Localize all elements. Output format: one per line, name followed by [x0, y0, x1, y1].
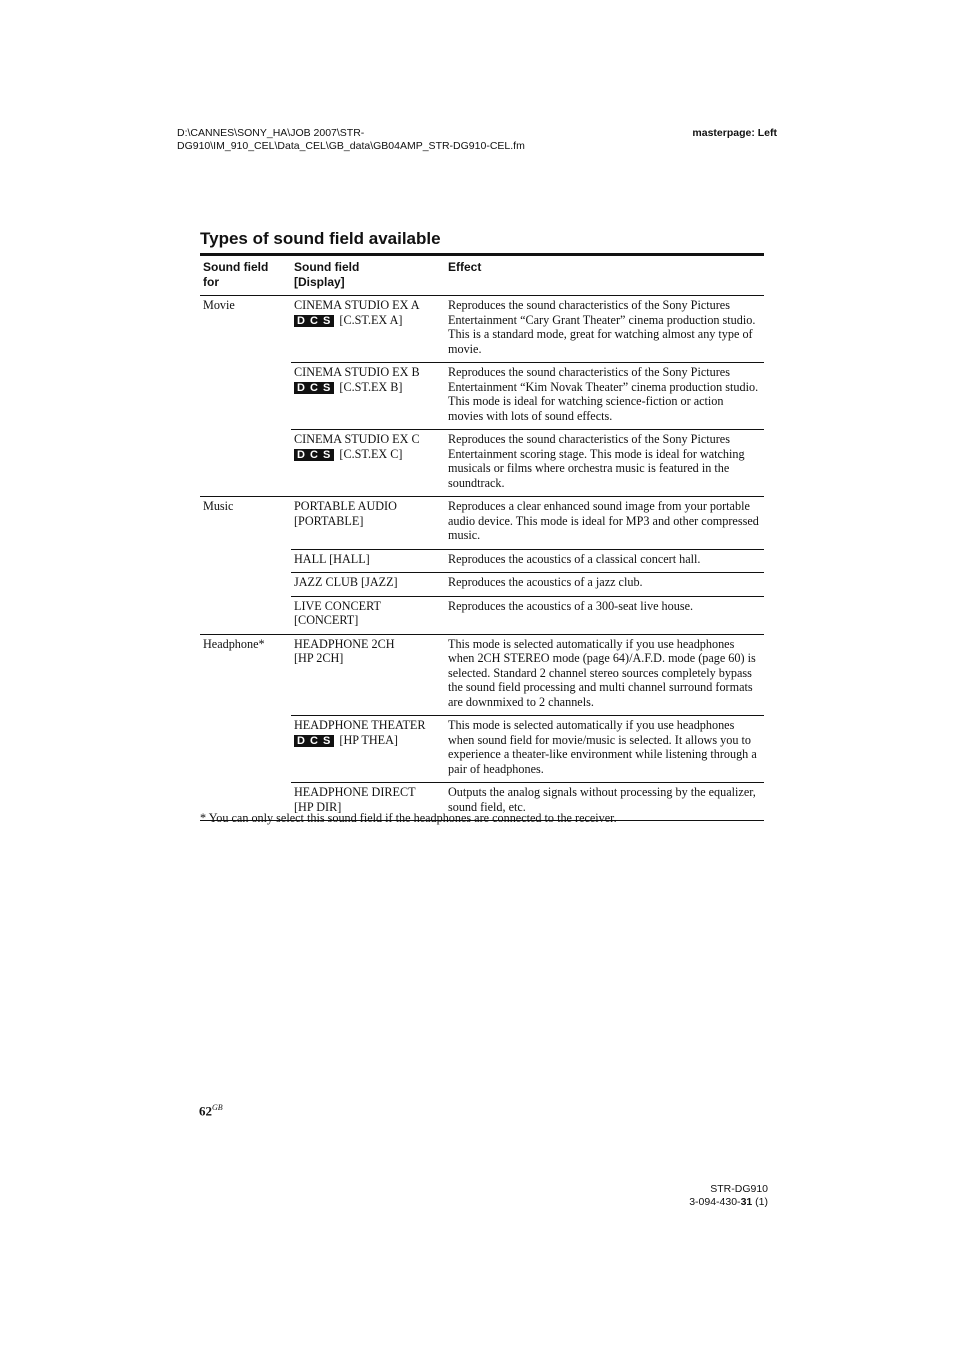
section-title: Types of sound field available [200, 229, 441, 248]
effect-text: This mode is selected automatically if you use headphones when sound field for movie/music is selected. It allows you to experience a theater-like environment while listening through a pair of headphones. [445, 716, 764, 783]
page-suffix: GB [212, 1103, 223, 1112]
group-label: Headphone* [200, 634, 291, 716]
header-sound-field-for: Sound field for [200, 255, 291, 296]
sound-field-name: LIVE CONCERT [CONCERT] [291, 596, 445, 634]
group-label: Music [200, 497, 291, 550]
sound-field-name: CINEMA STUDIO EX B D C S [C.ST.EX B] [291, 363, 445, 430]
table-row [200, 596, 764, 634]
dcs-badge: D C S [294, 382, 334, 394]
page-number: $62^{GB}$ [199, 1103, 223, 1119]
sound-field-name: HALL [HALL] [291, 549, 445, 573]
file-path [177, 127, 525, 153]
sound-field-name: HEADPHONE 2CH [HP 2CH] [291, 634, 445, 716]
effect-text: Reproduces a clear enhanced sound image from your portable audio device. This mode is ideal for MP3 and other compressed music. [445, 497, 764, 550]
table-row [200, 497, 764, 550]
table-row [200, 716, 764, 783]
table-row [200, 363, 764, 430]
masterpage-label: masterpage: Left [692, 127, 777, 139]
model-info [689, 1183, 768, 1209]
effect-text: This mode is selected automatically if you use headphones when 2CH STEREO mode (page 64)/A.F.D. mode (page 60) is selected. Standard 2 channel stereo sources completely bypass the sound field processing and multi channel surround formats are downmixed to 2 channels. [445, 634, 764, 716]
table-row [200, 634, 764, 716]
dcs-badge: D C S [294, 735, 334, 747]
table-row [200, 573, 764, 597]
header-effect: Effect [445, 255, 764, 296]
file-path-line-2: DG910\IM_910_CEL\Data_CEL\GB_data\GB04AMP_STR-DG910-CEL.fm [177, 140, 525, 152]
dcs-badge: D C S [294, 315, 334, 327]
table-row [200, 296, 764, 363]
table-row [200, 430, 764, 497]
effect-text: Reproduces the acoustics of a classical concert hall. [445, 549, 764, 573]
header-sound-field-display: Sound field [Display] [291, 255, 445, 296]
dcs-badge: D C S [294, 449, 334, 461]
sound-field-name: CINEMA STUDIO EX C D C S [C.ST.EX C] [291, 430, 445, 497]
effect-text: Reproduces the sound characteristics of the Sony Pictures Entertainment “Kim Novak Theater” cinema production studio. This mode is ideal for watching science-fiction or action movies with lots of sound effects. [445, 363, 764, 430]
sound-field-name: HEADPHONE DIRECT [HP DIR] [291, 783, 445, 821]
sound-field-name: CINEMA STUDIO EX A D C S [C.ST.EX A] [294, 298, 420, 327]
sound-field-table [200, 253, 764, 821]
document-code: 3-094-430-31 (1) [689, 1196, 768, 1208]
effect-text: Reproduces the sound characteristics of the Sony Pictures Entertainment scoring stage. This mode is ideal for watching musicals or films where orchestra music is featured in the soundtrack. [445, 430, 764, 497]
file-path-line-1: D:\CANNES\SONY_HA\JOB 2007\STR- [177, 127, 365, 139]
sound-field-name: JAZZ CLUB [JAZZ] [291, 573, 445, 597]
footnote: * You can only select this sound field if the headphones are connected to the receiver. [200, 811, 617, 825]
effect-text: Reproduces the sound characteristics of the Sony Pictures Entertainment “Cary Grant Theater” cinema production studio. This is a standard mode, great for watching almost any type of movie. [448, 298, 756, 356]
sound-field-name: PORTABLE AUDIO [PORTABLE] [291, 497, 445, 550]
group-label: Movie [203, 298, 235, 312]
effect-text: Outputs the analog signals without processing by the equalizer, sound field, etc. [445, 783, 764, 821]
effect-text: Reproduces the acoustics of a jazz club. [445, 573, 764, 597]
table-header-row [200, 255, 764, 296]
effect-text: Reproduces the acoustics of a 300-seat live house. [445, 596, 764, 634]
sound-field-name: HEADPHONE THEATER D C S [HP THEA] [291, 716, 445, 783]
table-row [200, 549, 764, 573]
model-name: STR-DG910 [710, 1183, 768, 1195]
